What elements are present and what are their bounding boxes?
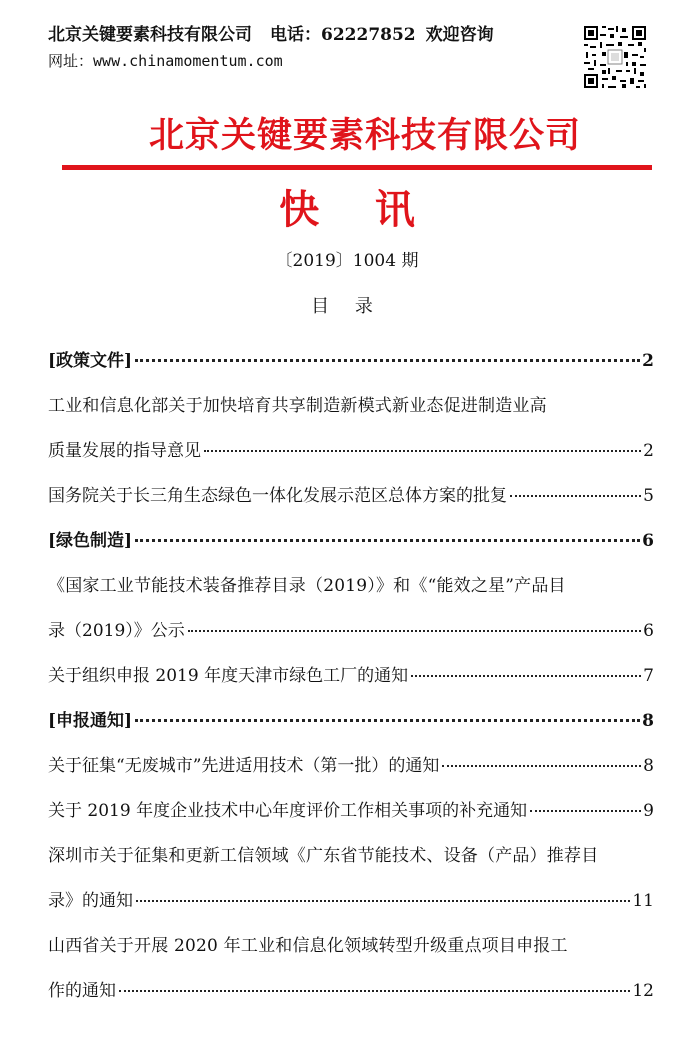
toc-section-label: [申报通知] (48, 711, 133, 731)
toc-entry[interactable] (48, 391, 654, 481)
contact-line (48, 22, 638, 48)
toc-section[interactable] (48, 706, 654, 751)
toc-section[interactable] (48, 526, 654, 571)
toc-page-number: 9 (643, 801, 654, 821)
toc-entry[interactable] (48, 751, 654, 796)
toc-page-number: 7 (643, 666, 654, 686)
toc-title: 目 录 (311, 296, 383, 317)
toc-leader (119, 990, 630, 992)
header-phone: 电话：62227852 (270, 25, 416, 45)
website-url[interactable]: www.chinamomentum.com (93, 52, 283, 70)
toc-leader (442, 765, 641, 767)
toc-entry-line: 质量发展的指导意见 (48, 441, 201, 461)
toc-entry-line: 作的通知 (48, 981, 116, 1001)
toc-section-label: [绿色制造] (48, 531, 133, 551)
toc-leader (510, 495, 641, 497)
toc-page-number: 6 (642, 531, 654, 551)
toc-section[interactable] (48, 346, 654, 391)
toc-entry[interactable] (48, 841, 654, 931)
header-company-name: 北京关键要素科技有限公司 (48, 25, 252, 45)
toc-page-number: 2 (643, 441, 654, 461)
toc-entry-label: 关于 2019 年度企业技术中心年度评价工作相关事项的补充通知 (48, 801, 528, 821)
toc-entry-label: 国务院关于长三角生态绿色一体化发展示范区总体方案的批复 (48, 486, 507, 506)
issue-number: 〔2019〕1004 期 (275, 251, 419, 271)
toc-page-number: 6 (643, 621, 654, 641)
toc-entry[interactable] (48, 661, 654, 706)
toc-entry[interactable] (48, 796, 654, 841)
bulletin-title: 快 讯 (279, 187, 415, 233)
toc-entry-line: 山西省关于开展 2020 年工业和信息化领域转型升级重点项目申报工 (48, 936, 568, 956)
toc-entry-label: 关于组织申报 2019 年度天津市绿色工厂的通知 (48, 666, 409, 686)
toc-leader (530, 810, 641, 812)
toc-section-label: [政策文件] (48, 351, 133, 371)
letterhead (48, 22, 638, 96)
toc-page-number: 12 (632, 981, 654, 1001)
toc-leader (135, 719, 640, 722)
masthead-divider (62, 165, 652, 170)
url-line (48, 48, 638, 74)
toc-entry-line: 《国家工业节能技术装备推荐目录（2019）》和《“能效之星”产品目 (48, 576, 566, 596)
toc-page-number: 2 (642, 351, 654, 371)
masthead-company-name: 北京关键要素科技有限公司 (148, 116, 581, 156)
toc-entry[interactable] (48, 931, 654, 1021)
header-consult: 欢迎咨询 (425, 25, 494, 45)
toc-leader (135, 539, 640, 542)
toc-entry[interactable] (48, 571, 654, 661)
toc-leader (204, 450, 641, 452)
url-label: 网址： (48, 52, 94, 70)
toc-leader (188, 630, 641, 632)
toc-page-number: 8 (642, 711, 654, 731)
toc-page-number: 8 (643, 756, 654, 776)
toc-leader (411, 675, 641, 677)
toc-entry-line: 深圳市关于征集和更新工信领域《广东省节能技术、设备（产品）推荐目 (48, 846, 599, 866)
toc-page-number: 11 (632, 891, 654, 911)
toc-entry-line: 录》的通知 (48, 891, 133, 911)
qr-code-icon (582, 24, 648, 90)
toc-entry-line: 录（2019）》公示 (48, 621, 185, 641)
toc-leader (135, 359, 640, 362)
toc-page-number: 5 (643, 486, 654, 506)
toc-entry-line: 工业和信息化部关于加快培育共享制造新模式新业态促进制造业高 (48, 396, 547, 416)
toc-entry-label: 关于征集“无废城市”先进适用技术（第一批）的通知 (48, 756, 440, 776)
table-of-contents (48, 346, 654, 1021)
toc-entry[interactable] (48, 481, 654, 526)
toc-leader (136, 900, 630, 902)
